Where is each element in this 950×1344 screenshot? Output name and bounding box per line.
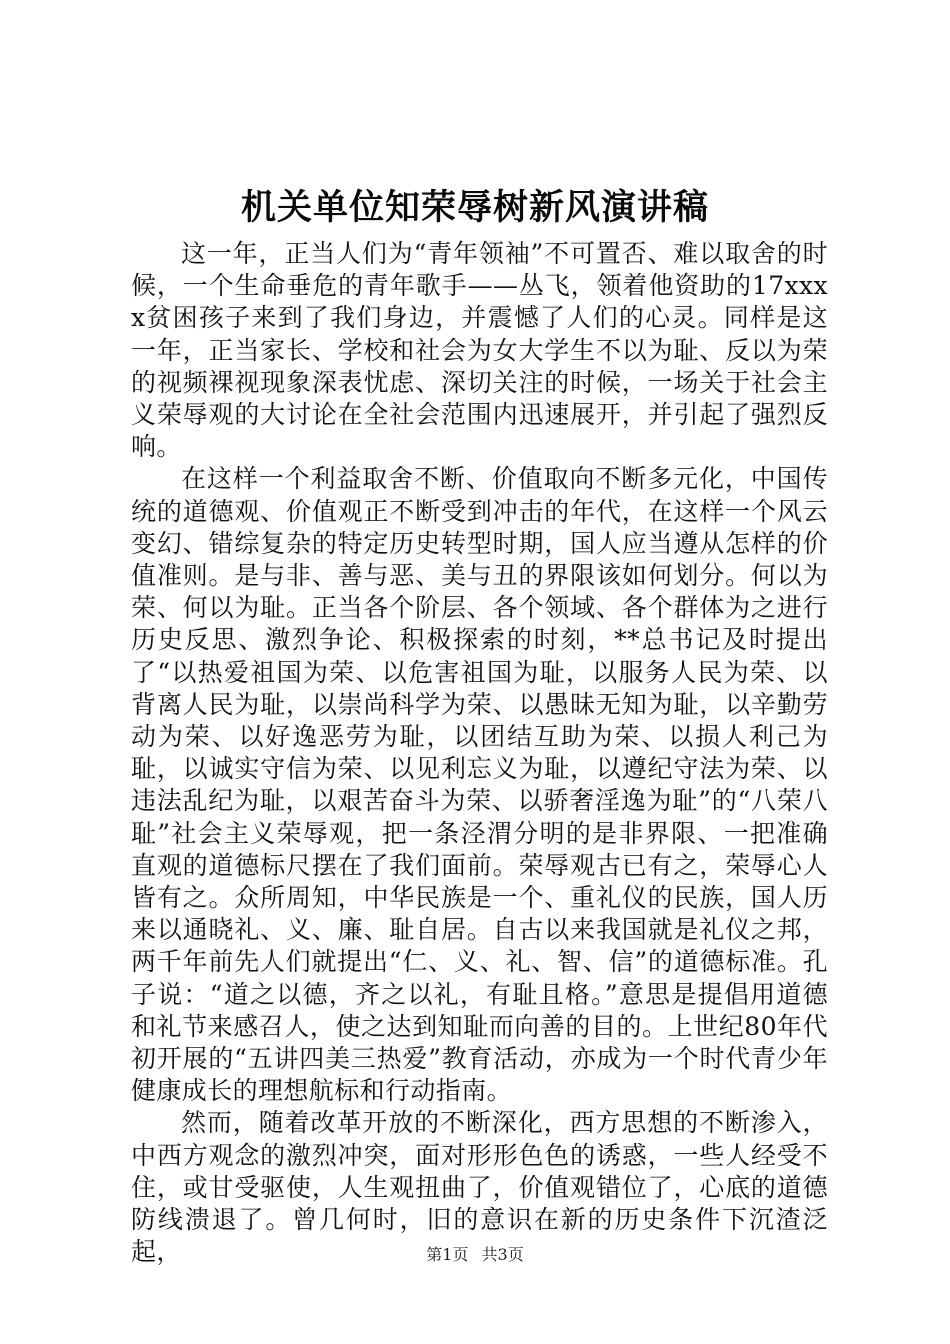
- page-total: 共3页: [481, 1245, 524, 1264]
- document-body: [131, 238, 828, 1269]
- paragraph-3: 然而，随着改革开放的不断深化，西方思想的不断渗入，中西方观念的激烈冲突，面对形形色色的诱惑，一些人经受不住，或甘受驱使，人生观扭曲了，价值观错位了，心底的道德防线溃退了。曾几何时，旧的意识在新的历史条件下沉渣泛起，: [131, 1108, 828, 1267]
- paragraph-2: 在这样一个利益取舍不断、价值取向不断多元化，中国传统的道德观、价值观正不断受到冲击的年代，在这样一个风云变幻、错综复杂的特定历史转型时期，国人应当遵从怎样的价值准则。是与非、善与恶、美与丑的界限该如何划分。何以为荣、何以为耻。正当各个阶层、各个领域、各个群体为之进行历史反思、激烈争论、积极探索的时刻，**总书记及时提出了“以热爱祖国为荣、以危害祖国为耻，以服务人民为荣、以背离人民为耻，以崇尚科学为荣、以愚昧无知为耻，以辛勤劳动为荣、以好逸恶劳为耻，以团结互助为荣、以损人利己为耻，以诚实守信为荣、以见利忘义为耻，以遵纪守法为荣、以违法乱纪为耻，以艰苦奋斗为荣、以骄奢淫逸为耻”的“八荣八耻”社会主义荣辱观，把一条泾渭分明的是非界限、一把准确直观的道德标尺摆在了我们面前。荣辱观古已有之，荣辱心人皆有之。众所周知，中华民族是一个、重礼仪的民族，国人历来以通晓礼、义、廉、耻自居。自古以来我国就是礼仪之邦，两千年前先人们就提出“仁、义、礼、智、信”的道德标准。孔子说：“道之以德，齐之以礼，有耻且格。”意思是提倡用道德和礼节来感召人，使之达到知耻而向善的目的。上世纪80年代初开展的“五讲四美三热爱”教育活动，亦成为一个时代青少年健康成长的理想航标和行动指南。: [131, 464, 828, 1106]
- page-number: 第1页: [426, 1245, 469, 1264]
- page-footer: [0, 1244, 950, 1266]
- paragraph-1: 这一年，正当人们为“青年领袖”不可置否、难以取舍的时候，一个生命垂危的青年歌手——丛飞，领着他资助的17xxxx贫困孩子来到了我们身边，并震憾了人们的心灵。同样是这一年，正当家长、学校和社会为女大学生不以为耻、反以为荣的视频裸视现象深表忧虑、深切关注的时候，一场关于社会主义荣辱观的大讨论在全社会范围内迅速展开，并引起了强烈反响。: [131, 239, 828, 462]
- document-title: 机关单位知荣辱树新风演讲稿: [240, 187, 709, 228]
